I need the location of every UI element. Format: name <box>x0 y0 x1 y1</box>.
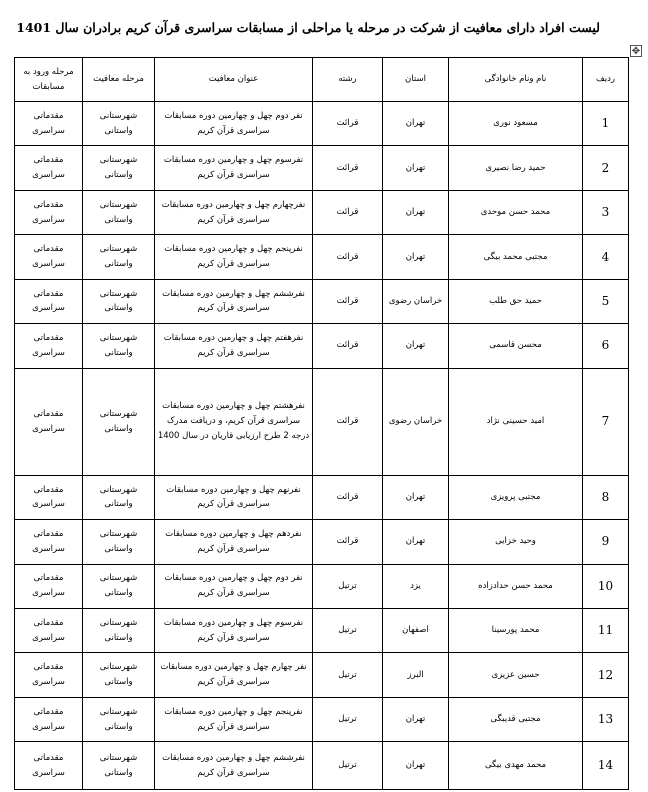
cell-row-no: 8 <box>583 475 629 519</box>
cell-entry-stage: مقدماتی سراسری <box>15 742 83 790</box>
cell-exemption-stage: شهرستانی واستانی <box>83 475 155 519</box>
cell-entry-stage: مقدماتی سراسری <box>15 235 83 279</box>
cell-province: البرز <box>383 653 449 697</box>
cell-province: تهران <box>383 146 449 190</box>
cell-province: تهران <box>383 520 449 564</box>
header-entry-stage: مرحله ورود به مسابقات <box>15 58 83 102</box>
cell-row-no: 4 <box>583 235 629 279</box>
cell-field: ترتیل <box>313 564 383 608</box>
cell-name: محمد حسن حدادزاده <box>449 564 583 608</box>
cell-exemption-stage: شهرستانی واستانی <box>83 190 155 234</box>
cell-row-no: 1 <box>583 102 629 146</box>
exemption-table <box>14 57 629 790</box>
cell-province: تهران <box>383 324 449 368</box>
cell-row-no: 6 <box>583 324 629 368</box>
cell-exemption-stage: شهرستانی واستانی <box>83 564 155 608</box>
table-row <box>15 564 629 608</box>
cell-name: وحید خزایی <box>449 520 583 564</box>
cell-entry-stage: مقدماتی سراسری <box>15 368 83 475</box>
cell-exemption-title: نفر دوم چهل و چهارمین دوره مسابقات سراسری قرآن کریم <box>155 564 313 608</box>
cell-row-no: 2 <box>583 146 629 190</box>
cell-exemption-stage: شهرستانی واستانی <box>83 146 155 190</box>
cell-entry-stage: مقدماتی سراسری <box>15 520 83 564</box>
table-row <box>15 368 629 475</box>
cell-row-no: 14 <box>583 742 629 790</box>
cell-province: خراسان رضوی <box>383 368 449 475</box>
cell-exemption-title: نفرهفتم چهل و چهارمین دوره مسابقات سراسری قرآن کریم <box>155 324 313 368</box>
cell-province: خراسان رضوی <box>383 279 449 323</box>
cell-exemption-stage: شهرستانی واستانی <box>83 697 155 741</box>
cell-province: یزد <box>383 564 449 608</box>
header-field: رشته <box>313 58 383 102</box>
cell-field: قرائت <box>313 324 383 368</box>
cell-exemption-title: نفر دوم چهل و چهارمین دوره مسابقات سراسری قرآن کریم <box>155 102 313 146</box>
cell-field: قرائت <box>313 146 383 190</box>
table-row <box>15 653 629 697</box>
cell-entry-stage: مقدماتی سراسری <box>15 475 83 519</box>
table-row <box>15 609 629 653</box>
cell-field: قرائت <box>313 475 383 519</box>
cell-exemption-title: نفرششم چهل و چهارمین دوره مسابقات سراسری قرآن کریم <box>155 742 313 790</box>
cell-row-no: 9 <box>583 520 629 564</box>
cell-exemption-title: نفرنهم چهل و چهارمین دوره مسابقات سراسری قرآن کریم <box>155 475 313 519</box>
page-title: لیست افراد دارای معافیت از شرکت در مرحله یا مراحلی از مسابقات سراسری قرآن کریم برادران سال 1401 <box>16 20 600 35</box>
table-row <box>15 102 629 146</box>
cell-province: تهران <box>383 475 449 519</box>
cell-name: محمد پورسینا <box>449 609 583 653</box>
cell-name: حمید حق طلب <box>449 279 583 323</box>
cell-field: ترتیل <box>313 653 383 697</box>
table-header-row <box>15 58 629 102</box>
cell-entry-stage: مقدماتی سراسری <box>15 279 83 323</box>
table-row <box>15 235 629 279</box>
cell-exemption-title: نفرهشتم چهل و چهارمین دوره مسابقات سراسری قرآن کریم، و دریافت مدرک درجه 2 طرح ارزیابی قاریان در سال 1400 <box>155 368 313 475</box>
cell-exemption-title: نفرچهارم چهل و چهارمین دوره مسابقات سراسری قرآن کریم <box>155 190 313 234</box>
cell-province: اصفهان <box>383 609 449 653</box>
cell-entry-stage: مقدماتی سراسری <box>15 324 83 368</box>
cell-field: قرائت <box>313 520 383 564</box>
cell-exemption-title: نفرپنجم چهل و چهارمین دوره مسابقات سراسری قرآن کریم <box>155 697 313 741</box>
cell-entry-stage: مقدماتی سراسری <box>15 697 83 741</box>
cell-name: محمد مهدی بیگی <box>449 742 583 790</box>
cell-name: مسعود نوری <box>449 102 583 146</box>
table-row <box>15 475 629 519</box>
cell-entry-stage: مقدماتی سراسری <box>15 564 83 608</box>
header-exemption-stage: مرحله معافیت <box>83 58 155 102</box>
cell-name: مجتبی قدیبگی <box>449 697 583 741</box>
table-row <box>15 697 629 741</box>
cell-entry-stage: مقدماتی سراسری <box>15 609 83 653</box>
cell-exemption-stage: شهرستانی واستانی <box>83 520 155 564</box>
move-icon[interactable]: ✥ <box>631 46 641 57</box>
cell-field: قرائت <box>313 279 383 323</box>
cell-exemption-stage: شهرستانی واستانی <box>83 368 155 475</box>
cell-exemption-title: نفرپنجم چهل و چهارمین دوره مسابقات سراسری قرآن کریم <box>155 235 313 279</box>
cell-exemption-title: نفردهم چهل و چهارمین دوره مسابقات سراسری قرآن کریم <box>155 520 313 564</box>
cell-field: ترتیل <box>313 609 383 653</box>
table-row <box>15 520 629 564</box>
cell-exemption-stage: شهرستانی واستانی <box>83 742 155 790</box>
cell-row-no: 10 <box>583 564 629 608</box>
cell-exemption-stage: شهرستانی واستانی <box>83 324 155 368</box>
table-row <box>15 324 629 368</box>
cell-province: تهران <box>383 742 449 790</box>
table-row <box>15 190 629 234</box>
cell-name: حمید رضا نصیری <box>449 146 583 190</box>
table-row <box>15 742 629 790</box>
cell-row-no: 5 <box>583 279 629 323</box>
cell-province: تهران <box>383 102 449 146</box>
cell-exemption-title: نفرسوم چهل و چهارمین دوره مسابقات سراسری قرآن کریم <box>155 146 313 190</box>
cell-exemption-stage: شهرستانی واستانی <box>83 609 155 653</box>
cell-field: ترتیل <box>313 697 383 741</box>
cell-province: تهران <box>383 697 449 741</box>
header-row-no: ردیف <box>583 58 629 102</box>
cell-name: امید حسینی نژاد <box>449 368 583 475</box>
cell-field: ترتیل <box>313 742 383 790</box>
cell-exemption-stage: شهرستانی واستانی <box>83 102 155 146</box>
cell-field: قرائت <box>313 102 383 146</box>
cell-row-no: 7 <box>583 368 629 475</box>
cell-name: محسن قاسمی <box>449 324 583 368</box>
cell-field: قرائت <box>313 235 383 279</box>
cell-exemption-stage: شهرستانی واستانی <box>83 653 155 697</box>
cell-field: قرائت <box>313 190 383 234</box>
header-name: نام ونام خانوادگی <box>449 58 583 102</box>
cell-name: مجتبی پرویزی <box>449 475 583 519</box>
cell-row-no: 11 <box>583 609 629 653</box>
cell-entry-stage: مقدماتی سراسری <box>15 146 83 190</box>
cell-province: تهران <box>383 235 449 279</box>
cell-row-no: 13 <box>583 697 629 741</box>
cell-name: مجتبی محمد بیگی <box>449 235 583 279</box>
cell-field: قرائت <box>313 368 383 475</box>
cell-exemption-title: نفرسوم چهل و چهارمین دوره مسابقات سراسری قرآن کریم <box>155 609 313 653</box>
header-exemption-title: عنوان معافیت <box>155 58 313 102</box>
cell-entry-stage: مقدماتی سراسری <box>15 102 83 146</box>
cell-name: حسین عزیزی <box>449 653 583 697</box>
cell-exemption-title: نفرششم چهل و چهارمین دوره مسابقات سراسری قرآن کریم <box>155 279 313 323</box>
cell-name: محمد حسن موحدی <box>449 190 583 234</box>
cell-exemption-title: نفر چهارم چهل و چهارمین دوره مسابقات سراسری قرآن کریم <box>155 653 313 697</box>
cell-province: تهران <box>383 190 449 234</box>
cell-exemption-stage: شهرستانی واستانی <box>83 279 155 323</box>
cell-row-no: 3 <box>583 190 629 234</box>
cell-row-no: 12 <box>583 653 629 697</box>
table-row <box>15 279 629 323</box>
cell-exemption-stage: شهرستانی واستانی <box>83 235 155 279</box>
header-province: استان <box>383 58 449 102</box>
table-row <box>15 146 629 190</box>
cell-entry-stage: مقدماتی سراسری <box>15 653 83 697</box>
cell-entry-stage: مقدماتی سراسری <box>15 190 83 234</box>
